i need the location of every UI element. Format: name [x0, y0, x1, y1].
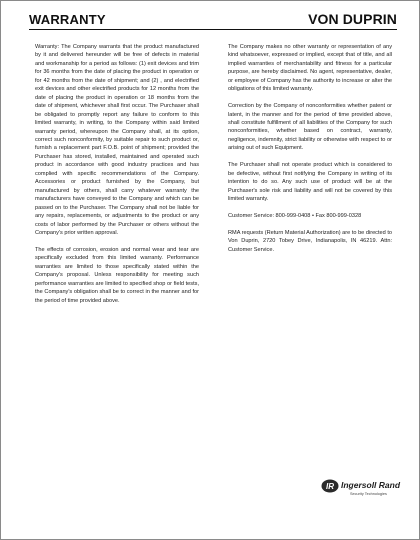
- correction-paragraph: Correction by the Company of nonconformities whether patent or latent, in the manner and for the period of time provided above, shall constitute fulfillment of all liabilities of the Company for such nonconformities, whether based on contract, warranty, negligence, indemnity, strict liability or otherwise with respect to or arising out of such Equipment.: [228, 103, 392, 152]
- logo-subtitle: Security Technologies: [350, 492, 387, 496]
- left-column: [35, 43, 199, 313]
- svg-text:IR: IR: [326, 482, 334, 491]
- page-header: [29, 11, 397, 30]
- warranty-terms-paragraph: Warranty: The Company warrants that the product manufactured by it and delivered hereunder will be free of defects in material and workmanship for a period as follows: (1) exit devices and trim for 36 months from the date of placing the product in operation or for 42 months from the date of shipment; and (2) , and electrified exit devices and other electrified products for 12 months from the date of placing the product in operation or 18 months from the date of shipment, whichever shall first occur. The Purchaser shall be obligated to promptly report any failure to conform to this limited warranty, in writing, to the Company within said limited warranty period, whereupon the Company shall, at its option, correct such nonconformity, by suitable repair to such product or, furnish a replacement part F.O.B. point of shipment; provided the Purchaser has stored, installed, maintained and operated such product in accordance with good industry practices and has complied with specific recommendations of the Company. Accessories or product furnished by the Company, but manufactured by others, shall carry whatever warranty the manufacturers have conveyed to the Company and which can be passed on to the Purchaser. The Company shall not be liable for any repairs, replacements, or adjustments to the product or any costs of labor performed by the Purchaser or others without the Company's prior written approval.: [35, 44, 199, 236]
- ir-logo-icon: [321, 479, 339, 493]
- page-title: WARRANTY: [29, 12, 106, 27]
- defective-use-paragraph: The Purchaser shall not operate product which is considered to be defective, without first notifying the Company in writing of its intention to do so. Any such use of product will be at the Purchaser's sole risk and liability and will not be covered by this limited warranty.: [228, 162, 392, 203]
- right-column: [228, 43, 392, 262]
- rma-paragraph: RMA requests (Return Material Authorization) are to be directed to Von Duprin, 2720 Tobey Drive, Indianapolis, IN 46219. Attn: Customer Service.: [228, 229, 392, 253]
- ingersoll-rand-logo: [321, 479, 401, 505]
- exclusions-paragraph: The effects of corrosion, erosion and normal wear and tear are specifically excluded from this limited warranty. Performance warranties are limited to those specifically stated within the Company's proposal. Unless responsibility for meeting such performance warranties are limited to specified shop or field tests, the Company's obligation shall be to correct in the manner and for the period of time provided above.: [35, 246, 199, 304]
- disclaimer-paragraph: The Company makes no other warranty or representation of any kind whatsoever, expressed or implied, except that of title, and all implied warranties of merchantability and fitness for a particular purpose, are hereby disclaimed. No agent, representative, dealer, or employee of Company has the authority to increase or alter the obligations of this limited warranty.: [228, 44, 392, 93]
- customer-service-line: Customer Service: 800-999-0408 • Fax 800-999-0328: [228, 212, 362, 219]
- logo-text: Ingersoll Rand: [341, 480, 401, 490]
- brand-name: VON DUPRIN: [308, 11, 397, 27]
